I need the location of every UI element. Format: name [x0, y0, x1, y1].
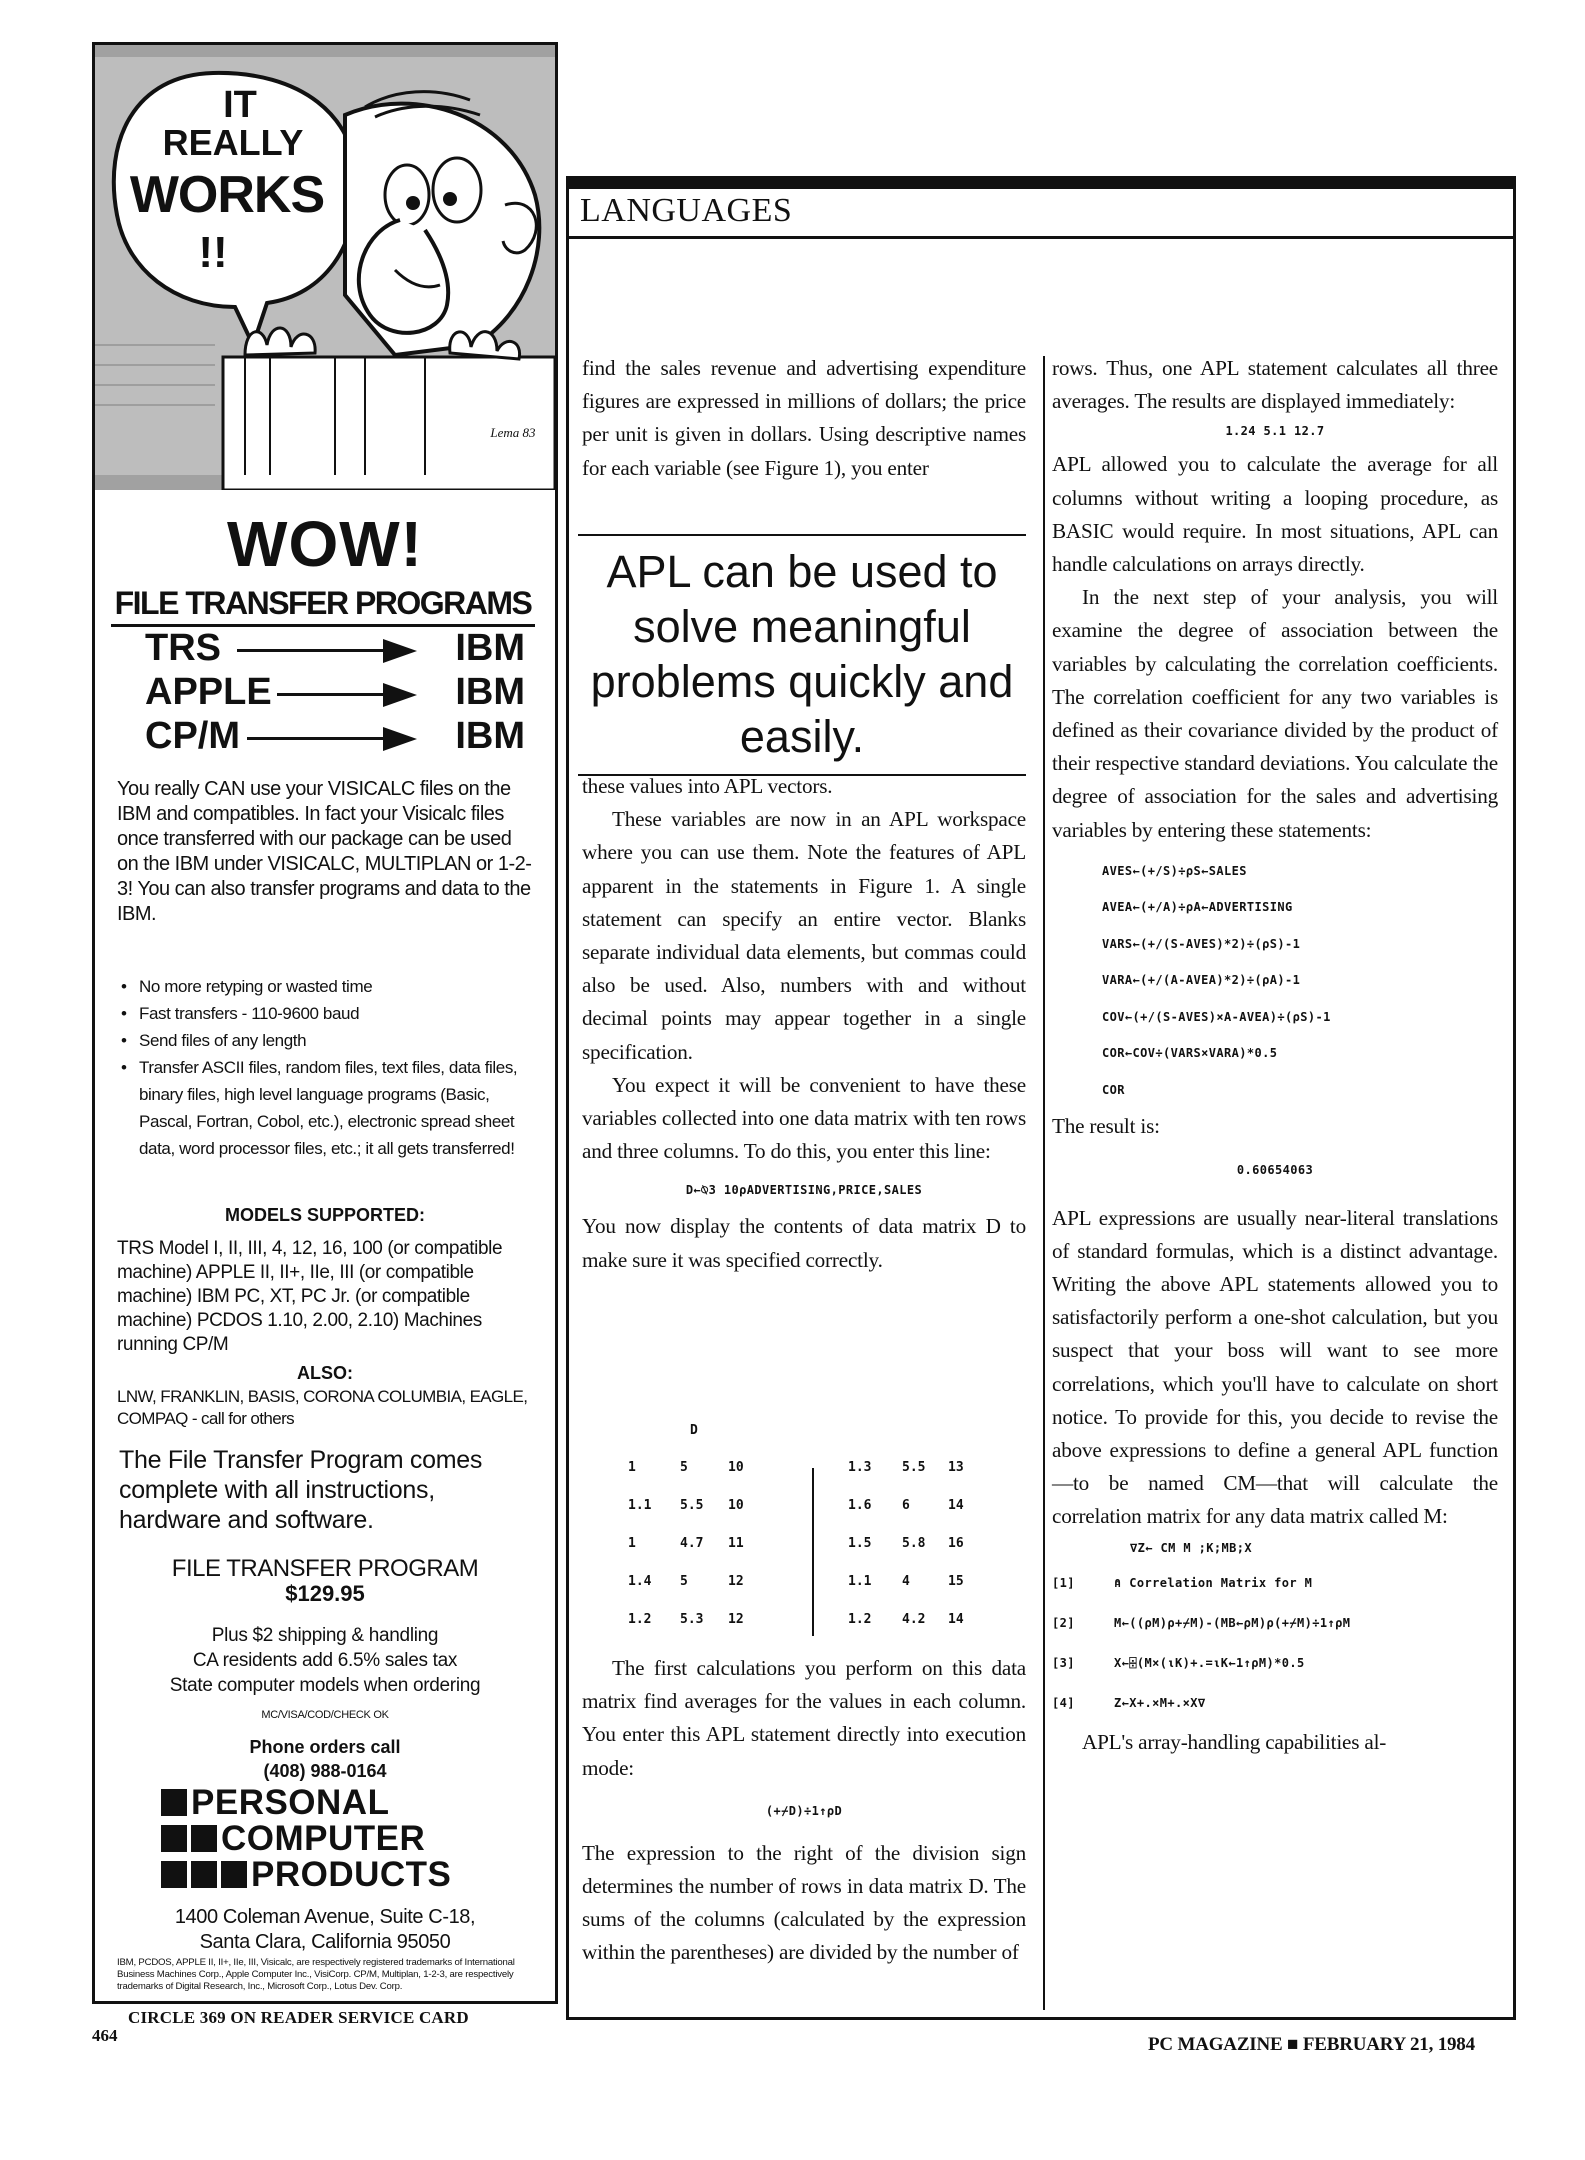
ad-intro-text: You really CAN use your VISICALC files on the IBM and compatibles. In fact your Visicalc files once transferred with our package can be used on the IBM under VISICALC, MULTIPLAN or 1-2-3! You can also transfer programs and data to the IBM. — [117, 778, 532, 925]
matrix-cell: 1.6 — [848, 1498, 872, 1513]
matrix-cell: 5.5 — [680, 1498, 704, 1513]
code-line: (+⌿D)÷1↑⍴D — [765, 1803, 843, 1818]
transfer-from: CP/M — [145, 715, 240, 757]
matrix-cell: 16 — [948, 1536, 964, 1551]
arrow-right-icon — [383, 727, 417, 751]
pull-quote: APL can be used to solve meaningful problems quickly and easily. — [578, 534, 1026, 776]
matrix-cell: 4 — [902, 1574, 910, 1589]
trademark-notice: IBM, PCDOS, APPLE II, II+, IIe, III, Visicalc, are respectively registered trademarks of International Business Machines Corp., Apple Computer Inc., VisiCorp. CP/M, Multiplan, 1-2-3, are respectively trademarks of Digital Research, Inc., Microsoft Corp., Lotus Dev. Corp. — [117, 1957, 515, 1992]
also-heading: ALSO: — [297, 1363, 353, 1383]
matrix-cell: 10 — [728, 1498, 744, 1513]
paragraph: APL allowed you to calculate the average for all columns without writing a looping procedure, as BASIC would require. In most situations, APL can handle calculations on arrays directly. — [1052, 452, 1498, 577]
models-text: TRS Model I, II, III, 4, 12, 16, 100 (or compatible machine) APPLE II, II+, IIe, III (or compatible machine) IBM PC, XT, PC Jr. (or compatible machine) PCDOS 1.10, 2.00, 2.10) Machines running CP/M — [117, 1238, 503, 1355]
function-body — [1052, 1562, 1498, 1722]
shipping-line: State computer models when ordering — [169, 1675, 481, 1696]
code-line: AVEA←(+/A)÷⍴A←ADVERTISING — [1102, 900, 1293, 915]
paragraph: The first calculations you perform on this data matrix find averages for the values in each column. You enter this APL statement directly into execution mode: — [582, 1656, 1026, 1780]
matrix-cell: 1.1 — [628, 1498, 652, 1513]
ad-complete-text: The File Transfer Program comes complete with all instructions, hardware and software. — [119, 1446, 483, 1534]
list-item: • No more retyping or wasted time — [117, 973, 537, 1000]
matrix-cell: 5.3 — [680, 1612, 704, 1627]
result-line: 1.24 5.1 12.7 — [1225, 424, 1325, 439]
company-word: COMPUTER — [221, 1819, 426, 1858]
code-line: VARA←(+/(A-AVEA)*2)÷(⍴A)-1 — [1102, 973, 1301, 988]
paragraph: These variables are now in an APL workspace where you can use them. Note the features of APL apparent in the statements in Figure 1. A single statement can specify an entire vector. Blanks separate individual data elements, but commas could also be used. Also, numbers with and without decimal points may appear together in a single specification. — [582, 807, 1026, 1064]
company-word: PERSONAL — [191, 1783, 390, 1822]
line-number: [2] — [1052, 1615, 1075, 1630]
matrix-cell: 14 — [948, 1612, 964, 1627]
matrix-cell: 6 — [902, 1498, 910, 1513]
paragraph: these values into APL vectors. — [582, 774, 833, 798]
code-block — [1052, 853, 1498, 1109]
matrix-cell: 12 — [728, 1612, 744, 1627]
article-column-1-end — [582, 1652, 1026, 1970]
reader-service-card: CIRCLE 369 ON READER SERVICE CARD — [128, 2008, 469, 2027]
matrix-cell: 11 — [728, 1536, 744, 1551]
list-item: • Send files of any length — [117, 1027, 537, 1054]
matrix-cell: 5.5 — [902, 1460, 926, 1475]
company-address — [95, 1905, 555, 1955]
payment-methods: MC/VISA/COD/CHECK OK — [261, 1709, 389, 1721]
line-code: X←⌹(M×(⍳K)+.=⍳K←1↑⍴M)*0.5 — [1114, 1655, 1305, 1670]
page-number: 464 — [92, 2026, 118, 2045]
matrix-cell: 5.8 — [902, 1536, 926, 1551]
line-code: M←((⍴M)⍴+⌿M)-(MB←⍴M)⍴(+⌿M)÷1↑⍴M — [1114, 1615, 1351, 1630]
logo-block — [161, 1825, 187, 1852]
list-item: • Fast transfers - 110-9600 baud — [117, 1000, 537, 1027]
function-line — [1052, 1602, 1498, 1642]
matrix-cell: 1.4 — [628, 1574, 652, 1589]
matrix-cell: 15 — [948, 1574, 964, 1589]
line-number: [3] — [1052, 1655, 1075, 1670]
matrix-cell: 1.5 — [848, 1536, 872, 1551]
line-code: ⍝ Correlation Matrix for M — [1114, 1575, 1313, 1590]
list-item: • Transfer ASCII files, random files, text files, data files, binary files, high level language programs (Basic, Pascal, Fortran, Cobol, etc.), electronic spread sheet data, word processor files, etc.; it all gets transferred! — [117, 1054, 537, 1162]
matrix-cell: 1.1 — [848, 1574, 872, 1589]
ad-headline: WOW! — [227, 508, 423, 580]
transfer-from: TRS — [145, 627, 221, 669]
matrix-cell: 4.7 — [680, 1536, 704, 1551]
line-number: [1] — [1052, 1575, 1075, 1590]
article-column-1 — [582, 352, 1026, 485]
speech-line-3: WORKS — [129, 166, 325, 224]
artist-signature: Lema 83 — [490, 425, 536, 440]
article-top-bar — [566, 176, 1516, 189]
cartoon-illustration — [95, 45, 555, 490]
transfer-route — [145, 627, 525, 673]
matrix-cell: 14 — [948, 1498, 964, 1513]
paragraph: APL's array-handling capabilities al- — [1082, 1729, 1387, 1754]
matrix-divider — [812, 1468, 814, 1636]
code-line: COV←(+/(S-AVES)×A-AVEA)÷(⍴S)-1 — [1102, 1009, 1331, 1024]
matrix-cell: 5 — [680, 1574, 688, 1589]
advertisement — [92, 42, 558, 2004]
logo-block — [161, 1861, 187, 1888]
matrix-cell: 1.2 — [628, 1612, 652, 1627]
matrix-cell: 13 — [948, 1460, 964, 1475]
column-divider — [1043, 356, 1045, 2010]
logo-block — [191, 1861, 217, 1888]
transfer-to: IBM — [455, 671, 525, 713]
paragraph: The expression to the right of the division sign determines the number of rows in data matrix D. The sums of the columns (calculated by the expression within the parentheses) are divided by the number of — [582, 1840, 1026, 1965]
function-line — [1052, 1682, 1498, 1722]
transfer-from: APPLE — [145, 671, 272, 713]
ad-subhead: FILE TRANSFER PROGRAMS — [111, 585, 535, 627]
transfer-to: IBM — [455, 627, 525, 669]
code-line: D←⍉3 10⍴ADVERTISING,PRICE,SALES — [685, 1183, 923, 1198]
ad-feature-list — [117, 973, 537, 1162]
article-column-2 — [1052, 352, 1498, 1759]
code-line: COR←COV÷(VARS×VARA)*0.5 — [1102, 1046, 1278, 1061]
address-line: Santa Clara, California 95050 — [199, 1931, 451, 1953]
page-footer: PC MAGAZINE ■ FEBRUARY 21, 1984 — [1148, 2034, 1475, 2055]
matrix-cell: 4.2 — [902, 1612, 926, 1627]
paragraph: You now display the contents of data matrix D to make sure it was specified correctly. — [582, 1214, 1026, 1272]
section-title: LANGUAGES — [580, 192, 793, 229]
matrix-cell: 1.3 — [848, 1460, 872, 1475]
company-word: PRODUCTS — [251, 1855, 452, 1894]
address-line: 1400 Coleman Avenue, Suite C-18, — [174, 1906, 476, 1928]
matrix-cell: 5 — [680, 1460, 688, 1475]
matrix-cell: 12 — [728, 1574, 744, 1589]
phone-label: Phone orders call — [249, 1737, 401, 1757]
company-logo-line — [161, 1783, 390, 1822]
code-line: COR — [1102, 1082, 1125, 1097]
product-name: FILE TRANSFER PROGRAM — [171, 1555, 479, 1582]
arrow-right-icon — [383, 639, 417, 663]
models-heading: MODELS SUPPORTED: — [224, 1205, 425, 1225]
result-line: 0.60654063 — [1236, 1162, 1314, 1177]
paragraph: You expect it will be convenient to have these variables collected into one data matrix with ten rows and three columns. To do this, you enter this line: — [582, 1072, 1026, 1164]
phone-number: (408) 988-0164 — [263, 1761, 387, 1781]
line-number: [4] — [1052, 1695, 1075, 1710]
matrix-cell: 1 — [628, 1460, 636, 1475]
logo-block — [161, 1789, 187, 1816]
transfer-route — [145, 715, 525, 761]
matrix-cell: 1.2 — [848, 1612, 872, 1627]
shipping-line: Plus $2 shipping & handling — [211, 1625, 439, 1646]
company-logo-line — [161, 1819, 426, 1858]
article-column-1-cont — [582, 770, 1026, 1277]
matrix-title: D — [690, 1423, 698, 1438]
code-line: VARS←(+/(S-AVES)*2)÷(⍴S)-1 — [1102, 936, 1301, 951]
section-divider — [569, 236, 1513, 239]
transfer-route — [145, 671, 525, 717]
company-logo-line — [161, 1855, 452, 1894]
paragraph: The result is: — [1052, 1114, 1160, 1139]
arrow-right-icon — [383, 683, 417, 707]
matrix-cell: 1 — [628, 1536, 636, 1551]
product-price: $129.95 — [285, 1581, 365, 1606]
shipping-info — [125, 1623, 525, 1698]
speech-line-2: REALLY — [162, 122, 304, 163]
paragraph: In the next step of your analysis, you will examine the degree of association between the variables by calculating the correlation coefficients. The correlation coefficient for any two variables is defined as their covariance divided by the product of their respective standard deviations. You calculate the degree of association for the sales and advertising variables by entering these statements: — [1052, 585, 1498, 842]
line-code: Z←X+.×M+.×X∇ — [1114, 1695, 1206, 1710]
logo-block — [191, 1825, 217, 1852]
also-text: LNW, FRANKLIN, BASIS, CORONA COLUMBIA, EAGLE, COMPAQ - call for others — [117, 1387, 528, 1428]
transfer-to: IBM — [455, 715, 525, 757]
logo-block — [221, 1861, 247, 1888]
code-line: AVES←(+/S)÷⍴S←SALES — [1102, 863, 1247, 878]
function-header: ∇Z← CM M ;K;MB;X — [1130, 1540, 1252, 1555]
paragraph: find the sales revenue and advertising expenditure figures are expressed in millions of dollars; the price per unit is given in dollars. Using descriptive names for each variable (see Figure 1), you enter — [582, 356, 1026, 480]
matrix-cell: 10 — [728, 1460, 744, 1475]
speech-line-4: !! — [198, 228, 228, 277]
function-line — [1052, 1642, 1498, 1682]
paragraph: APL expressions are usually near-literal translations of standard formulas, which is a distinct advantage. Writing the above APL statements allowed you to satisfactorily perform a one-shot calculation, but you suspect that your boss will want to see more correlations, which you'll have to calculate on short notice. To provide for this, you decide to revise the above expressions to define a general APL function—to be named CM—that will calculate the correlation matrix for any data matrix called M: — [1052, 1205, 1498, 1529]
speech-line-1: IT — [223, 84, 257, 126]
paragraph: rows. Thus, one APL statement calculates all three averages. The results are displayed immediately: — [1052, 356, 1498, 414]
shipping-line: CA residents add 6.5% sales tax — [192, 1650, 458, 1671]
function-line — [1052, 1562, 1498, 1602]
